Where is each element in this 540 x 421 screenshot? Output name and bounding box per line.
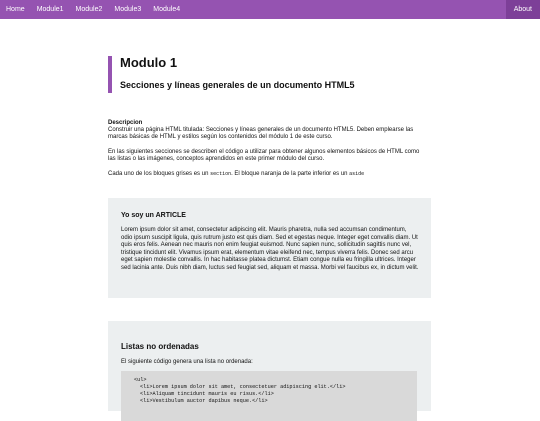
list-section-title: Listas no ordenadas	[121, 342, 199, 351]
nav-home-link[interactable]: Home	[6, 6, 25, 13]
article-title: Yo soy un ARTICLE	[121, 212, 186, 219]
page-header	[108, 56, 420, 93]
inline-code-section: section	[210, 171, 232, 177]
inline-code-aside: aside	[349, 171, 365, 177]
code-line: <li>Vestibulum auctor dapibus neque.</li>	[140, 398, 268, 404]
code-line: <li>Aliquam tincidunt mauris eu risus.</li>	[140, 391, 274, 397]
article-text: Lorem ipsum dolor sit amet, consectetur adipiscing elit. Mauris pharetra, nulla sed accumsan condimentum, odio ipsum suscipit ligula, quis rutrum justo est quis diam. Sed et egestas neque. Integer eget convallis diam. Ut quis eros felis. Aenean nec mauris non enim feugiat euismod. Nunc sapien nunc, sollicitudin sagittis nunc vel, tristique tincidunt elit. Vivamus ipsum erat, elementum vitae eleifend nec, tempus viverra felis. Donec sed arcu eget sapien molestie convallis. In hac habitasse platea dictumst. Etiam congue nulla eu fringilla ultrices. Integer sed lacinia ante. Duis nibh diam, luctus sed feugiat sed, aliquam et massa. Morbi vel faucibus ex, in dictum velit.	[121, 227, 419, 271]
nav-about-link[interactable]: About	[506, 0, 540, 19]
page-subtitle: Secciones y líneas generales de un documento HTML5	[120, 80, 355, 90]
code-block	[121, 371, 417, 421]
unordered-lists-section	[108, 321, 431, 411]
description-paragraph-2: En las siguientes secciones se describen el código a utilizar para obtener algunos elementos básicos de HTML como las listas o las imágenes, conceptos aprendidos en este primer módulo del curso.	[108, 149, 420, 162]
description-p3-text-before: Cada uno de los bloques grises es un	[108, 171, 211, 177]
top-navigation-bar	[0, 0, 540, 19]
description-paragraph-3	[108, 171, 438, 178]
list-section-description: El siguiente código genera una lista no ordenada:	[121, 359, 253, 365]
nav-module2-link[interactable]: Module2	[75, 6, 103, 13]
description-p3-text-middle: . El bloque naranja de la parte inferior es un	[231, 171, 350, 177]
code-line: <ul>	[134, 377, 147, 383]
code-line: <li>Lorem ipsum dolor sit amet, consectetuer adipiscing elit.</li>	[140, 384, 346, 390]
page-title: Modulo 1	[120, 55, 178, 70]
description-paragraph-1: Construir una página HTML titulada: Secciones y líneas generales de un documento HTML5. Deben emplearse las marcas básicas de HTML y estilos según los contenidos del módulo 1 de este curso.	[108, 127, 414, 140]
nav-module3-link[interactable]: Module3	[114, 6, 142, 13]
description-heading: Descripcion	[108, 120, 143, 126]
article-section	[108, 198, 431, 298]
nav-module4-link[interactable]: Module4	[153, 6, 181, 13]
nav-module1-link[interactable]: Module1	[36, 6, 64, 13]
